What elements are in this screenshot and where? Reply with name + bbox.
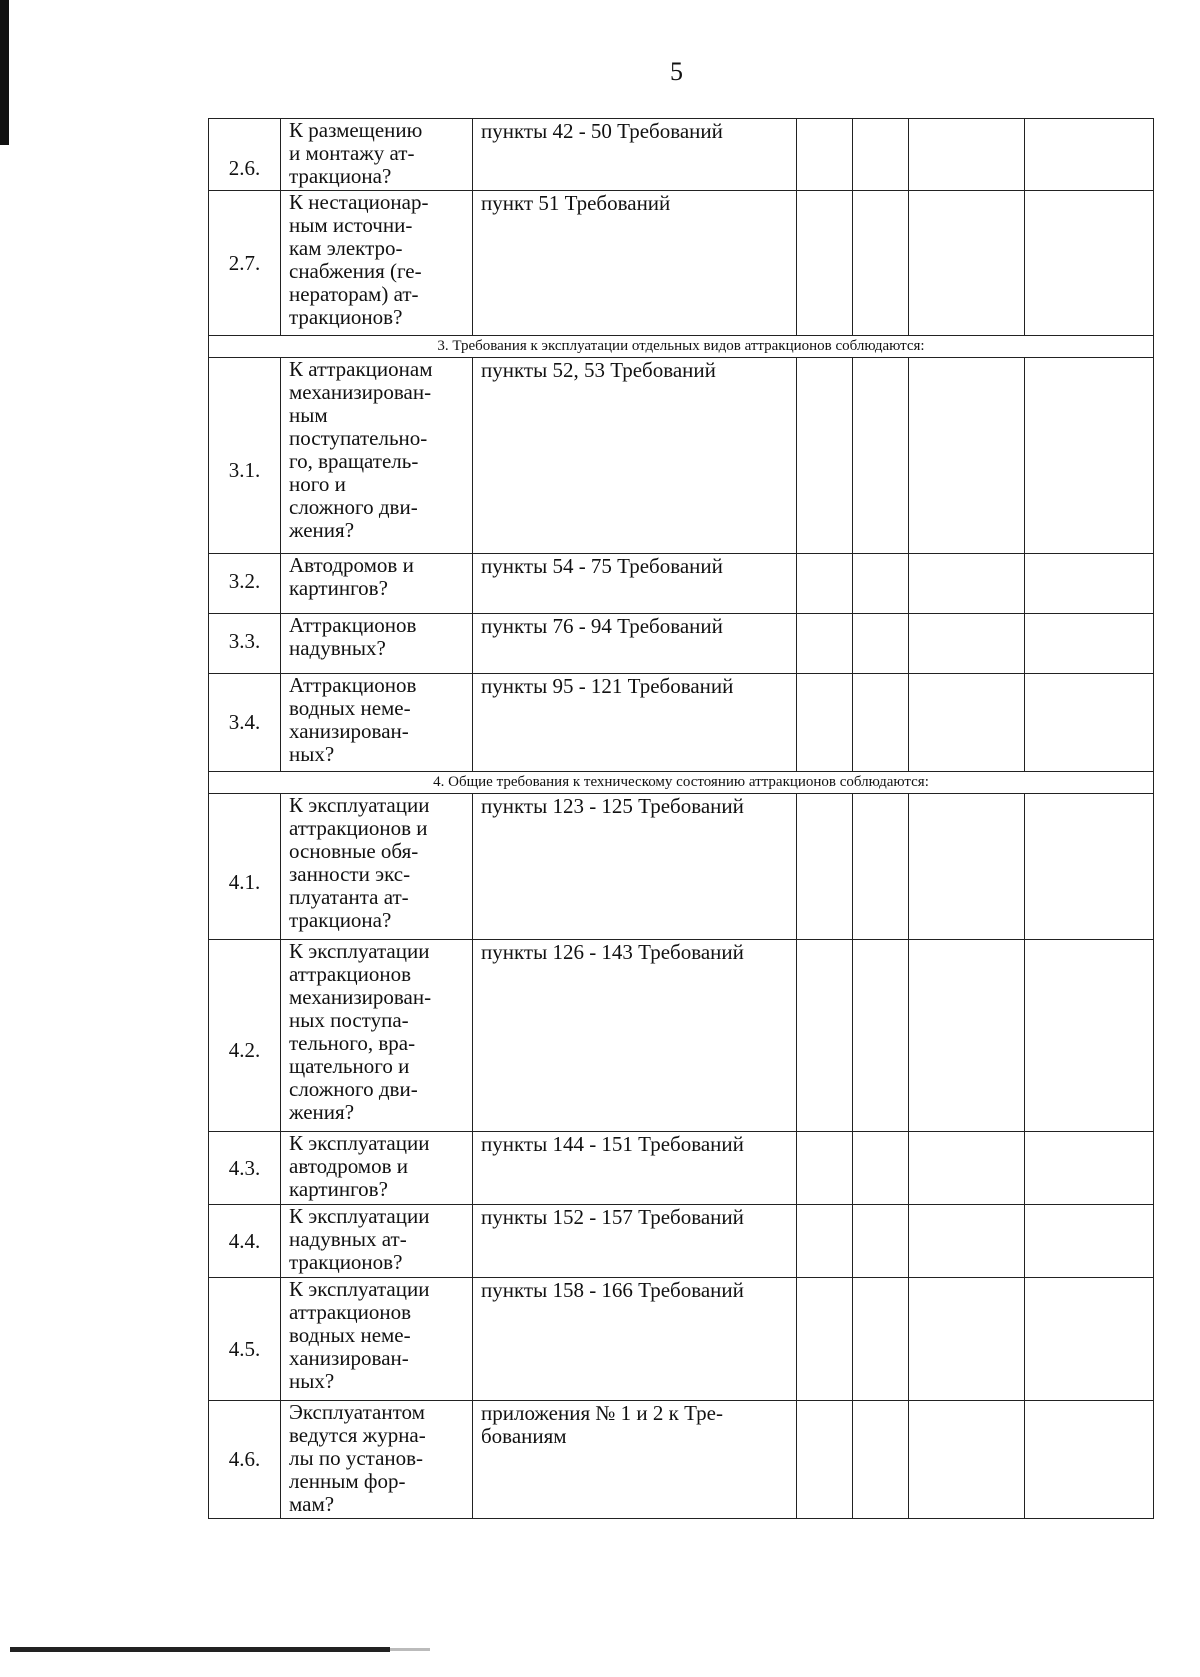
item-question: Эксплуатантом ведутся журна- лы по установ- ленным фор- мам? bbox=[281, 1401, 473, 1519]
answer-cell-no[interactable] bbox=[853, 1278, 909, 1401]
answer-cell-no[interactable] bbox=[853, 119, 909, 191]
item-number: 4.5. bbox=[209, 1278, 281, 1401]
table-row bbox=[209, 1132, 1154, 1205]
scan-artifact-line-faint bbox=[390, 1648, 430, 1651]
item-number: 2.7. bbox=[209, 191, 281, 336]
item-reference: пункты 76 - 94 Требований bbox=[473, 614, 797, 674]
answer-cell-na[interactable] bbox=[909, 1205, 1025, 1278]
notes-cell[interactable] bbox=[1025, 554, 1154, 614]
answer-cell-yes[interactable] bbox=[797, 1205, 853, 1278]
notes-cell[interactable] bbox=[1025, 1401, 1154, 1519]
item-number: 3.1. bbox=[209, 358, 281, 554]
item-number: 3.4. bbox=[209, 674, 281, 772]
notes-cell[interactable] bbox=[1025, 1205, 1154, 1278]
notes-cell[interactable] bbox=[1025, 794, 1154, 940]
table-row bbox=[209, 674, 1154, 772]
notes-cell[interactable] bbox=[1025, 674, 1154, 772]
item-reference: пункты 95 - 121 Требований bbox=[473, 674, 797, 772]
answer-cell-no[interactable] bbox=[853, 191, 909, 336]
item-question: К эксплуатации аттракционов водных неме- ханизирован- ных? bbox=[281, 1278, 473, 1401]
answer-cell-na[interactable] bbox=[909, 614, 1025, 674]
answer-cell-yes[interactable] bbox=[797, 191, 853, 336]
table-row bbox=[209, 1278, 1154, 1401]
item-reference: пункты 42 - 50 Требований bbox=[473, 119, 797, 191]
answer-cell-no[interactable] bbox=[853, 358, 909, 554]
item-question: Аттракционов водных неме- ханизирован- ных? bbox=[281, 674, 473, 772]
answer-cell-yes[interactable] bbox=[797, 119, 853, 191]
answer-cell-no[interactable] bbox=[853, 1132, 909, 1205]
notes-cell[interactable] bbox=[1025, 119, 1154, 191]
section-header-row bbox=[209, 772, 1154, 794]
section-title: 4. Общие требования к техническому состоянию аттракционов соблюдаются: bbox=[209, 772, 1154, 794]
answer-cell-yes[interactable] bbox=[797, 358, 853, 554]
item-number: 3.2. bbox=[209, 554, 281, 614]
table-row bbox=[209, 1205, 1154, 1278]
table-row bbox=[209, 119, 1154, 191]
item-number: 4.3. bbox=[209, 1132, 281, 1205]
answer-cell-yes[interactable] bbox=[797, 554, 853, 614]
table-row bbox=[209, 1401, 1154, 1519]
section-header-row bbox=[209, 336, 1154, 358]
answer-cell-yes[interactable] bbox=[797, 614, 853, 674]
item-reference: пункты 144 - 151 Требований bbox=[473, 1132, 797, 1205]
notes-cell[interactable] bbox=[1025, 1132, 1154, 1205]
item-question: К эксплуатации надувных ат- тракционов? bbox=[281, 1205, 473, 1278]
scan-edge-mark bbox=[0, 0, 9, 145]
notes-cell[interactable] bbox=[1025, 1278, 1154, 1401]
answer-cell-no[interactable] bbox=[853, 1205, 909, 1278]
item-question: К эксплуатации аттракционов механизирован- ных поступа- тельного, вра- щательного и сложного дви- жения? bbox=[281, 940, 473, 1132]
answer-cell-na[interactable] bbox=[909, 1132, 1025, 1205]
answer-cell-yes[interactable] bbox=[797, 674, 853, 772]
answer-cell-na[interactable] bbox=[909, 940, 1025, 1132]
item-question: Аттракционов надувных? bbox=[281, 614, 473, 674]
table-row bbox=[209, 940, 1154, 1132]
answer-cell-na[interactable] bbox=[909, 794, 1025, 940]
item-question: К эксплуатации аттракционов и основные обя- занности экс- плуатанта ат- тракциона? bbox=[281, 794, 473, 940]
notes-cell[interactable] bbox=[1025, 191, 1154, 336]
item-reference: пункты 152 - 157 Требований bbox=[473, 1205, 797, 1278]
answer-cell-na[interactable] bbox=[909, 1401, 1025, 1519]
item-number: 4.1. bbox=[209, 794, 281, 940]
item-reference: пункт 51 Требований bbox=[473, 191, 797, 336]
item-question: Автодромов и картингов? bbox=[281, 554, 473, 614]
table-row bbox=[209, 191, 1154, 336]
table-row bbox=[209, 358, 1154, 554]
requirements-checklist-table bbox=[208, 118, 1154, 1519]
answer-cell-na[interactable] bbox=[909, 119, 1025, 191]
item-number: 2.6. bbox=[209, 119, 281, 191]
item-number: 3.3. bbox=[209, 614, 281, 674]
item-number: 4.6. bbox=[209, 1401, 281, 1519]
item-reference: пункты 158 - 166 Требований bbox=[473, 1278, 797, 1401]
page-number: 5 bbox=[670, 57, 683, 86]
scan-artifact-line bbox=[10, 1647, 390, 1652]
item-reference: пункты 52, 53 Требований bbox=[473, 358, 797, 554]
item-question: К эксплуатации автодромов и картингов? bbox=[281, 1132, 473, 1205]
table-row bbox=[209, 794, 1154, 940]
item-number: 4.4. bbox=[209, 1205, 281, 1278]
answer-cell-yes[interactable] bbox=[797, 1278, 853, 1401]
answer-cell-yes[interactable] bbox=[797, 940, 853, 1132]
answer-cell-na[interactable] bbox=[909, 554, 1025, 614]
answer-cell-na[interactable] bbox=[909, 674, 1025, 772]
notes-cell[interactable] bbox=[1025, 940, 1154, 1132]
item-reference: пункты 126 - 143 Требований bbox=[473, 940, 797, 1132]
item-question: К аттракционам механизирован- ным поступательно- го, вращатель- ного и сложного дви- жения? bbox=[281, 358, 473, 554]
notes-cell[interactable] bbox=[1025, 358, 1154, 554]
item-question: К нестационар- ным источни- кам электро- снабжения (ге- нераторам) ат- тракционов? bbox=[281, 191, 473, 336]
item-reference: приложения № 1 и 2 к Тре- бованиям bbox=[473, 1401, 797, 1519]
item-number: 4.2. bbox=[209, 940, 281, 1132]
table-row bbox=[209, 614, 1154, 674]
answer-cell-no[interactable] bbox=[853, 1401, 909, 1519]
answer-cell-no[interactable] bbox=[853, 674, 909, 772]
answer-cell-yes[interactable] bbox=[797, 794, 853, 940]
answer-cell-na[interactable] bbox=[909, 191, 1025, 336]
item-reference: пункты 123 - 125 Требований bbox=[473, 794, 797, 940]
answer-cell-yes[interactable] bbox=[797, 1401, 853, 1519]
answer-cell-yes[interactable] bbox=[797, 1132, 853, 1205]
notes-cell[interactable] bbox=[1025, 614, 1154, 674]
answer-cell-na[interactable] bbox=[909, 1278, 1025, 1401]
item-reference: пункты 54 - 75 Требований bbox=[473, 554, 797, 614]
answer-cell-no[interactable] bbox=[853, 940, 909, 1132]
answer-cell-no[interactable] bbox=[853, 614, 909, 674]
answer-cell-no[interactable] bbox=[853, 554, 909, 614]
table-row bbox=[209, 554, 1154, 614]
answer-cell-na[interactable] bbox=[909, 358, 1025, 554]
answer-cell-no[interactable] bbox=[853, 794, 909, 940]
item-question: К размещению и монтажу ат- тракциона? bbox=[281, 119, 473, 191]
section-title: 3. Требования к эксплуатации отдельных видов аттракционов соблюдаются: bbox=[209, 336, 1154, 358]
